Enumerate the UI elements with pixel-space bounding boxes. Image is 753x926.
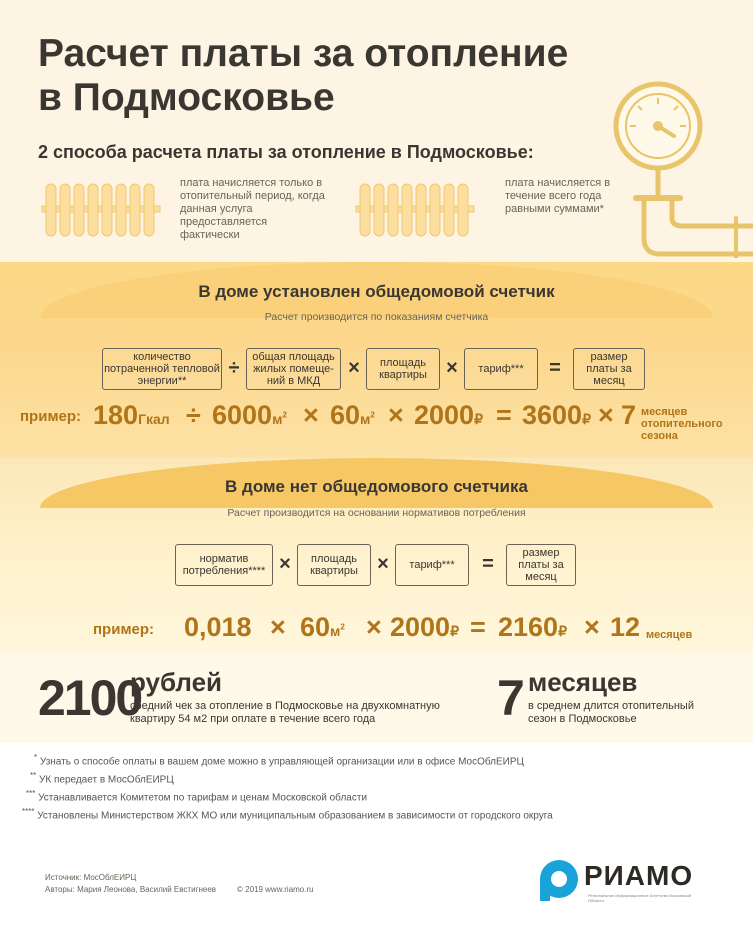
- formula-box-tariff: тариф***: [395, 544, 469, 586]
- formula-box-tariff: тариф***: [464, 348, 538, 390]
- formula-box-payment: размер платы за месяц: [506, 544, 576, 586]
- formula-box-total-area: общая площадь жилых помеще-ний в МКД: [246, 348, 341, 390]
- example-monthly-payment: 2160₽: [498, 612, 567, 642]
- multiply-operator: ×: [377, 553, 389, 575]
- source-text: Источник: МосОблЕИРЦ: [45, 873, 137, 882]
- footnote: *** Устанавливается Комитетом по тарифам и ценам Московской области: [26, 789, 368, 804]
- stats-band: [0, 653, 753, 743]
- example-operator: ÷: [186, 400, 201, 430]
- equals-operator: =: [482, 553, 494, 575]
- pressure-gauge-icon: [596, 78, 753, 258]
- stat-season-number: 7: [497, 670, 525, 726]
- methods-heading: 2 способа расчета платы за отопление в Подмосковье:: [38, 142, 534, 162]
- formula-box-energy: количество потраченной тепловой энергии**: [102, 348, 222, 390]
- example-months-note: месяцев отопительного сезона: [641, 406, 723, 442]
- example-energy: 180Гкал: [93, 400, 170, 430]
- method-yearly-text: плата начисляется в течение всего года равными суммами*: [505, 177, 611, 215]
- formula-box-payment: размер платы за месяц: [573, 348, 645, 390]
- example-operator: =: [496, 400, 512, 430]
- metered-subtitle: Расчет производится по показаниям счетчика: [264, 311, 489, 323]
- stat-season-unit: месяцев: [528, 667, 638, 697]
- multiply-operator: ×: [446, 357, 458, 379]
- radiator-icon: [352, 182, 478, 238]
- example-tariff: 2000₽: [390, 612, 459, 642]
- copyright-text: © 2019 www.riamo.ru: [237, 885, 314, 894]
- example-operator: ×: [366, 612, 382, 642]
- riamo-logo-text: РИАМО: [584, 860, 694, 891]
- example-operator: ×: [303, 400, 319, 430]
- formula-box-flat-area: площадь квартиры: [366, 348, 440, 390]
- example-operator: ×: [388, 400, 404, 430]
- example-operator: =: [470, 612, 486, 642]
- footnotes: [0, 743, 753, 833]
- example-operator: ×: [584, 612, 600, 642]
- example-flat-area: $60м^2$: [330, 400, 375, 430]
- example-tariff: 2000₽: [414, 400, 483, 430]
- metered-example: [20, 408, 81, 426]
- example-monthly-payment: 3600₽: [522, 400, 591, 430]
- example-months: 12: [610, 612, 641, 642]
- formula-box-flat-area: площадь квартиры: [297, 544, 371, 586]
- unmetered-subtitle: Расчет производится на основании нормативов потребления: [227, 507, 526, 519]
- footnote: **** Установлены Министерством ЖКХ МО или муниципальным образованием в зависимости от городского округа: [22, 807, 553, 822]
- unmetered-section: [0, 458, 753, 653]
- stat-avg-bill-unit: рублей: [130, 667, 223, 697]
- example-label: пример:: [93, 621, 155, 638]
- example-flat-area: $60м^2$: [300, 612, 345, 642]
- formula-box-norm: норматив потребления****: [175, 544, 273, 586]
- multiply-operator: ×: [348, 357, 360, 379]
- metered-title: В доме установлен общедомовой счетчик: [198, 282, 555, 301]
- divide-operator: ÷: [228, 357, 240, 379]
- equals-operator: =: [549, 357, 561, 379]
- example-norm: 0,018: [184, 612, 252, 642]
- stat-avg-bill-number: 2100: [38, 670, 142, 726]
- riamo-logo-icon: [535, 857, 581, 903]
- multiply-operator: ×: [279, 553, 291, 575]
- example-label: пример:: [20, 408, 82, 425]
- stat-avg-bill-desc: средний чек за отопление в Подмосковье на двухкомнатную квартиру 54 м2 при оплате в течение всего года: [130, 700, 440, 725]
- example-total-area: $6000м^2$: [212, 400, 287, 430]
- footnote: ** УК передает в МосОблЕИРЦ: [30, 771, 174, 786]
- riamo-logo-tagline: Региональное Информационное Агентство Московской Области: [588, 893, 692, 903]
- example-operator: ×: [598, 400, 614, 430]
- unmetered-example: [93, 621, 154, 639]
- example-months: 7: [621, 400, 637, 430]
- stat-season-desc: в среднем длится отопительный сезон в Подмосковье: [528, 700, 694, 725]
- footnote: * Узнать о способе оплаты в вашем доме можно в управляющей организации или в офисе МосОблЕИРЦ: [34, 753, 524, 768]
- unmetered-title: В доме нет общедомового счетчика: [225, 477, 528, 496]
- example-operator: ×: [270, 612, 286, 642]
- authors-text: Авторы: Мария Леонова, Василий Евстигнеев: [45, 885, 217, 894]
- metered-section: [0, 262, 753, 462]
- example-months-note: месяцев: [646, 629, 693, 641]
- page-title: Расчет платы за отопление в Подмосковье: [38, 32, 569, 119]
- method-seasonal-text: плата начисляется только в отопительный период, когда данная услуга предоставляется фактически: [180, 177, 325, 241]
- radiator-icon: [38, 182, 164, 238]
